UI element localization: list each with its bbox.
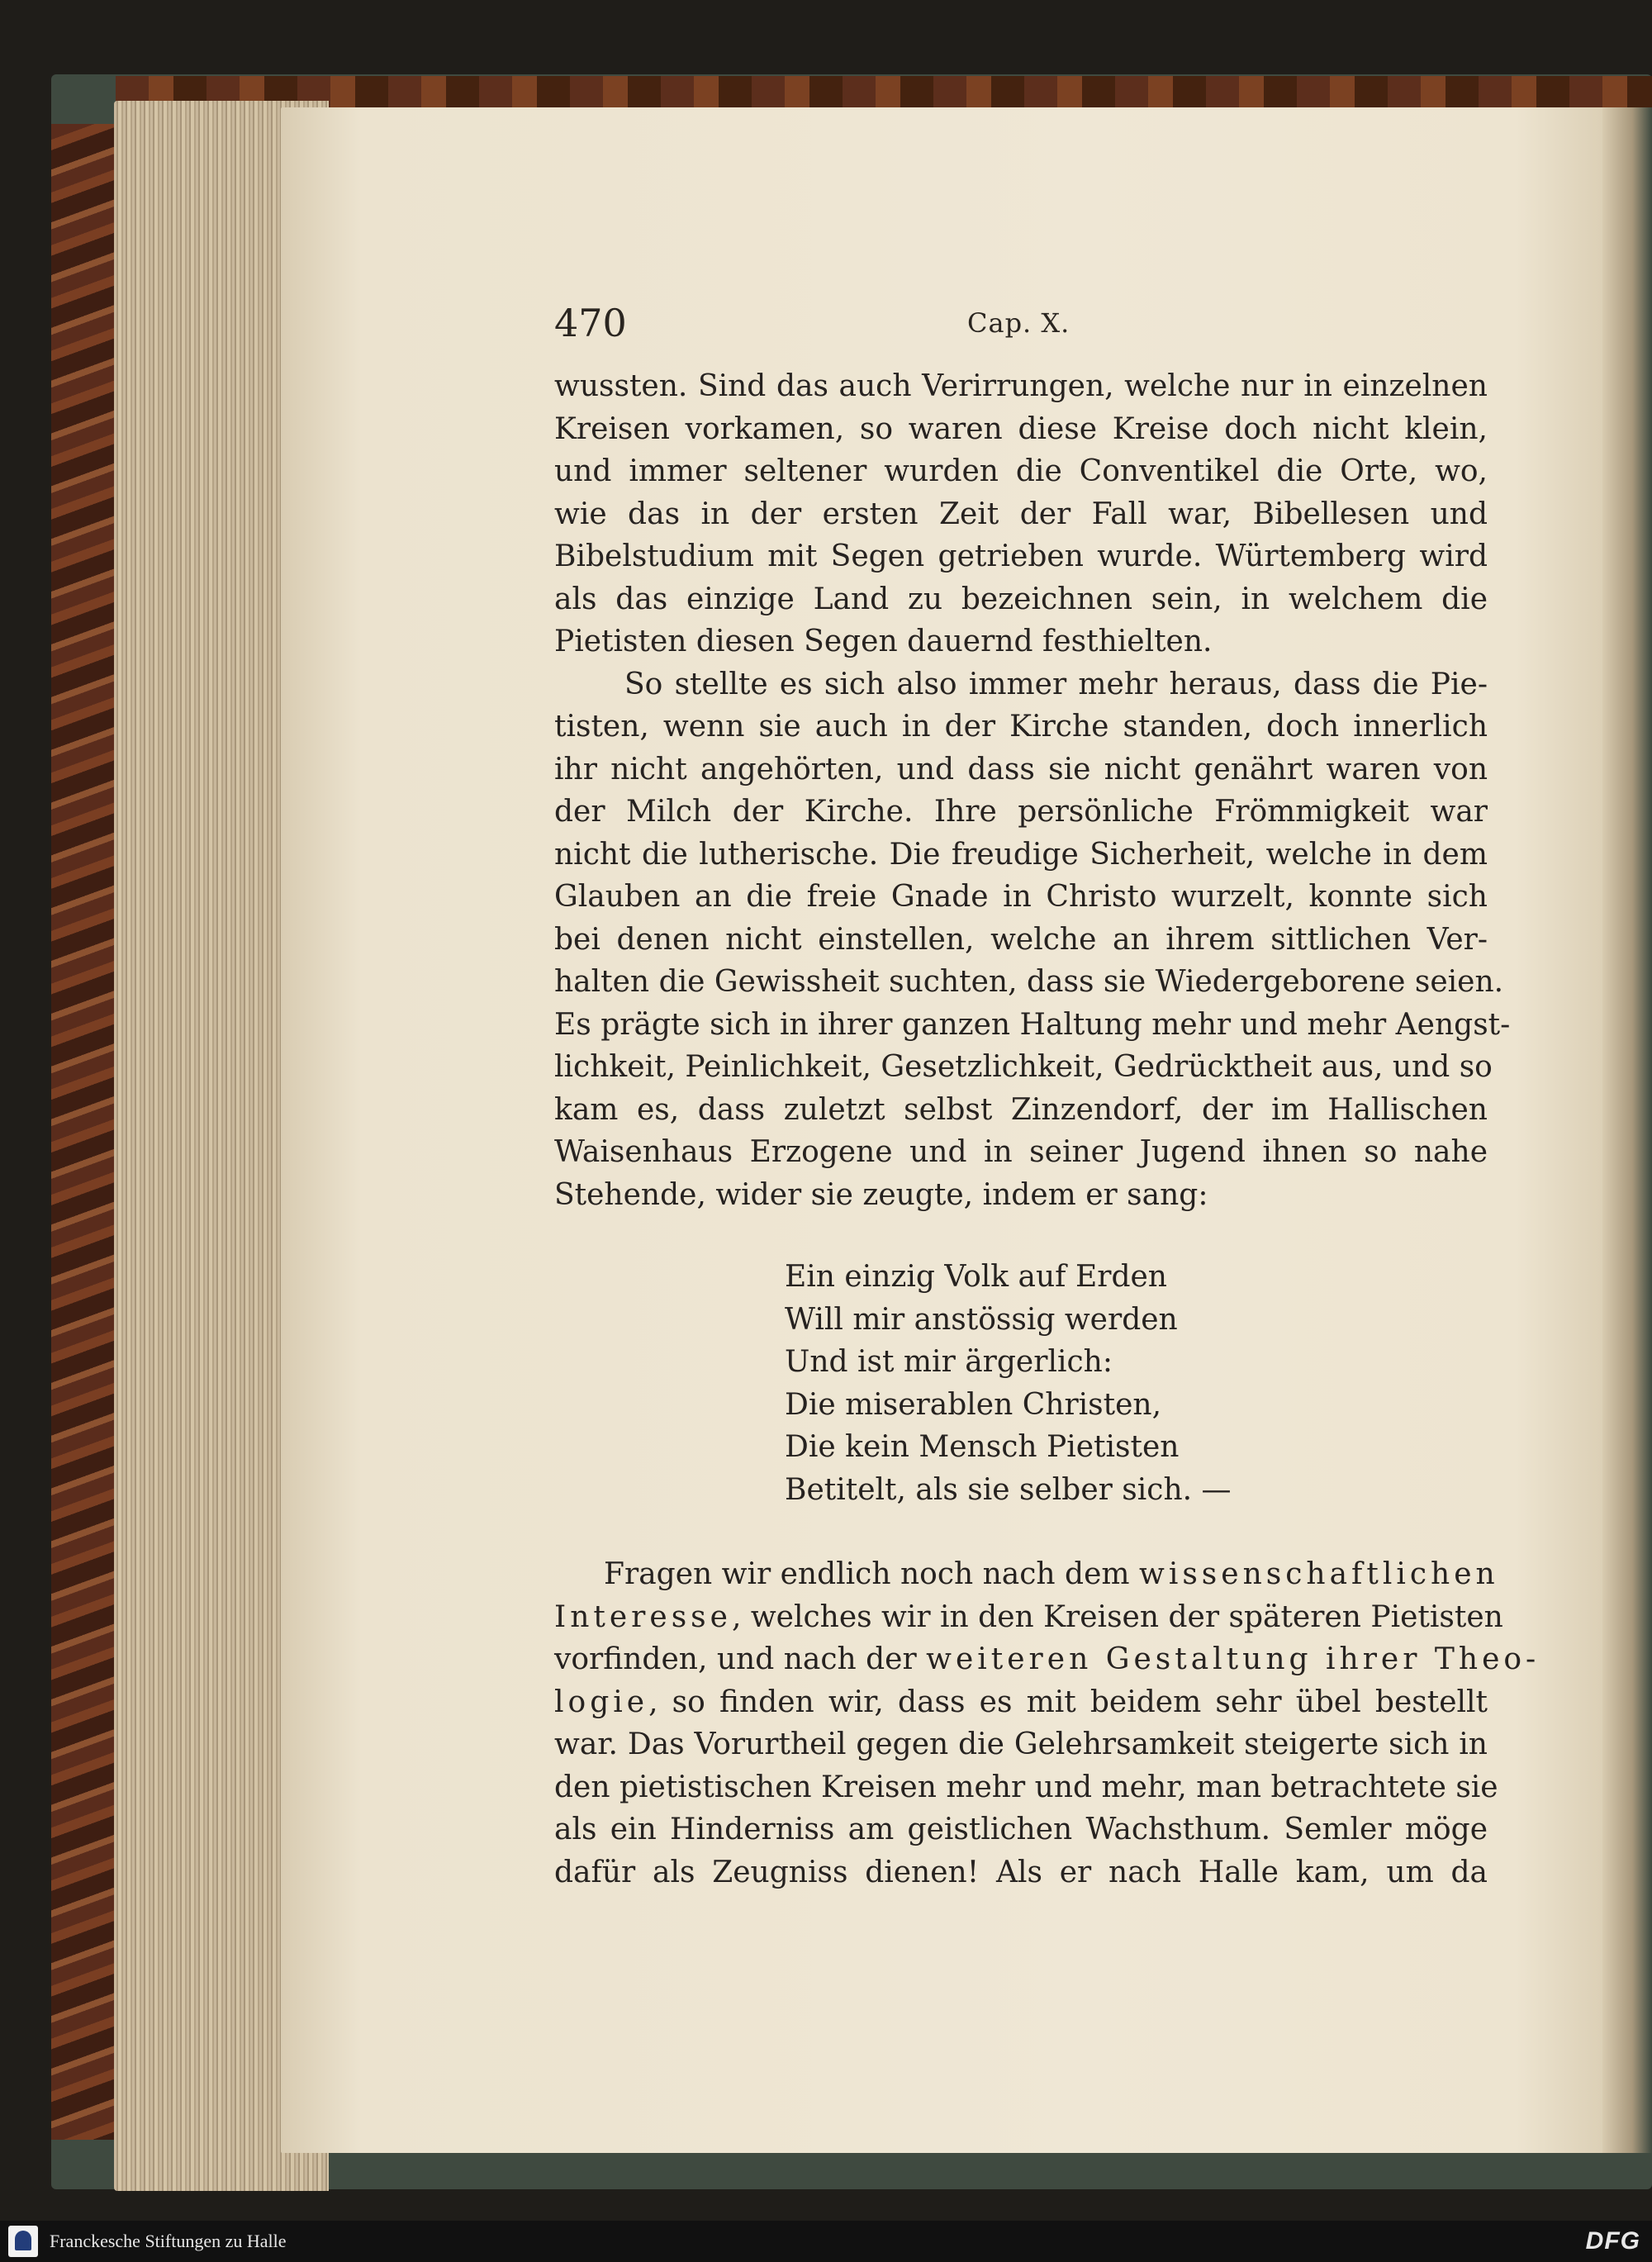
page-header (554, 301, 1488, 350)
body-text (554, 365, 1511, 1216)
text-line: tisten, wenn sie auch in der Kirche standen, doch innerlich (554, 710, 1488, 744)
text-line: Bibelstudium mit Segen getrieben wurde. Würtemberg wird (554, 539, 1488, 573)
text-segment: , so finden wir, dass es mit beidem sehr übel bestellt (648, 1685, 1488, 1719)
poem-quote (785, 1256, 1280, 1511)
text-line: der Milch der Kirche. Ihre persönliche Frömmigkeit war (554, 795, 1488, 829)
text-line: lichkeit, Peinlichkeit, Gesetzlichkeit, Gedrücktheit aus, und so (554, 1050, 1493, 1084)
text-line: als das einzige Land zu bezeichnen sein, in welchem die (554, 582, 1488, 616)
text-line: war. Das Vorurtheil gegen die Gelehrsamkeit steigerte sich in (554, 1727, 1488, 1761)
institution-name[interactable]: Franckesche Stiftungen zu Halle (50, 2231, 287, 2251)
dfg-badge[interactable]: DFG (1585, 2227, 1640, 2255)
text-line: dafür als Zeugniss dienen! Als er nach Halle kam, um da (554, 1855, 1488, 1889)
poem-line: Will mir anstössig werden (785, 1302, 1178, 1337)
spaced-emphasis: Interesse (554, 1599, 732, 1634)
page-gutter (1602, 107, 1652, 2153)
poem-line: Ein einzig Volk auf Erden (785, 1260, 1167, 1294)
logo-mark (15, 2231, 31, 2250)
text-line: Waisenhaus Erzogene und in seiner Jugend ihnen so nahe (554, 1135, 1488, 1169)
text-segment: vorfinden, und nach der (554, 1642, 917, 1676)
page-number: 470 (554, 301, 627, 345)
text-line: den pietistischen Kreisen mehr und mehr, man betrachtete sie (554, 1770, 1498, 1804)
running-head: Cap. X. (967, 307, 1070, 339)
spaced-emphasis: logie (554, 1685, 649, 1719)
text-segment: Fragen wir endlich noch nach dem (604, 1557, 1130, 1591)
text-line: wie das in der ersten Zeit der Fall war, Bibellesen und (554, 497, 1488, 531)
text-line (554, 1596, 1503, 1639)
spaced-emphasis: wissenschaftlichen (1139, 1557, 1499, 1591)
text-line: kam es, dass zuletzt selbst Zinzendorf, der im Hallischen (554, 1092, 1488, 1127)
body-text-continued (554, 1553, 1540, 1894)
poem-line: Die kein Mensch Pietisten (785, 1430, 1180, 1464)
text-line (554, 1553, 1499, 1596)
text-line: wussten. Sind das auch Verirrungen, welche nur in einzelnen (554, 369, 1488, 403)
spaced-emphasis: weiteren Gestaltung ihrer Theo- (926, 1642, 1540, 1676)
text-line: Pietisten diesen Segen dauernd festhielten. (554, 625, 1213, 658)
text-line: ihr nicht angehörten, und dass sie nicht genährt waren von (554, 752, 1488, 786)
poem-line: Die miserablen Christen, (785, 1387, 1162, 1422)
poem-line: Betitelt, als sie selber sich. — (785, 1472, 1232, 1507)
text-line: und immer seltener wurden die Conventikel die Orte, wo, (554, 454, 1488, 488)
poem-line: Und ist mir ärgerlich: (785, 1345, 1113, 1379)
book-cover-marbled-edge (51, 124, 117, 2140)
text-line: So stellte es sich also immer mehr heraus, dass die Pie- (624, 667, 1488, 701)
text-line (554, 1638, 1540, 1681)
viewer-footer (0, 2221, 1652, 2262)
text-line: nicht die lutherische. Die freudige Sicherheit, welche in dem (554, 837, 1488, 872)
text-segment: , welches wir in den Kreisen der späteren Pietisten (731, 1599, 1503, 1634)
text-line: Stehende, wider sie zeugte, indem er sang: (554, 1177, 1208, 1212)
text-line (554, 1681, 1488, 1724)
text-line: bei denen nicht einstellen, welche an ihrem sittlichen Ver- (554, 922, 1488, 957)
book-cover-top-edge (116, 76, 1652, 109)
text-line: Glauben an die freie Gnade in Christo wurzelt, konnte sich (554, 880, 1488, 914)
institution-logo-icon[interactable] (8, 2226, 38, 2257)
text-line: Kreisen vorkamen, so waren diese Kreise doch nicht klein, (554, 411, 1488, 446)
text-line: halten die Gewissheit suchten, dass sie Wiedergeborene seien. (554, 965, 1504, 999)
text-line: Es prägte sich in ihrer ganzen Haltung mehr und mehr Aengst- (554, 1007, 1511, 1042)
text-line: als ein Hinderniss am geistlichen Wachsthum. Semler möge (554, 1813, 1488, 1846)
